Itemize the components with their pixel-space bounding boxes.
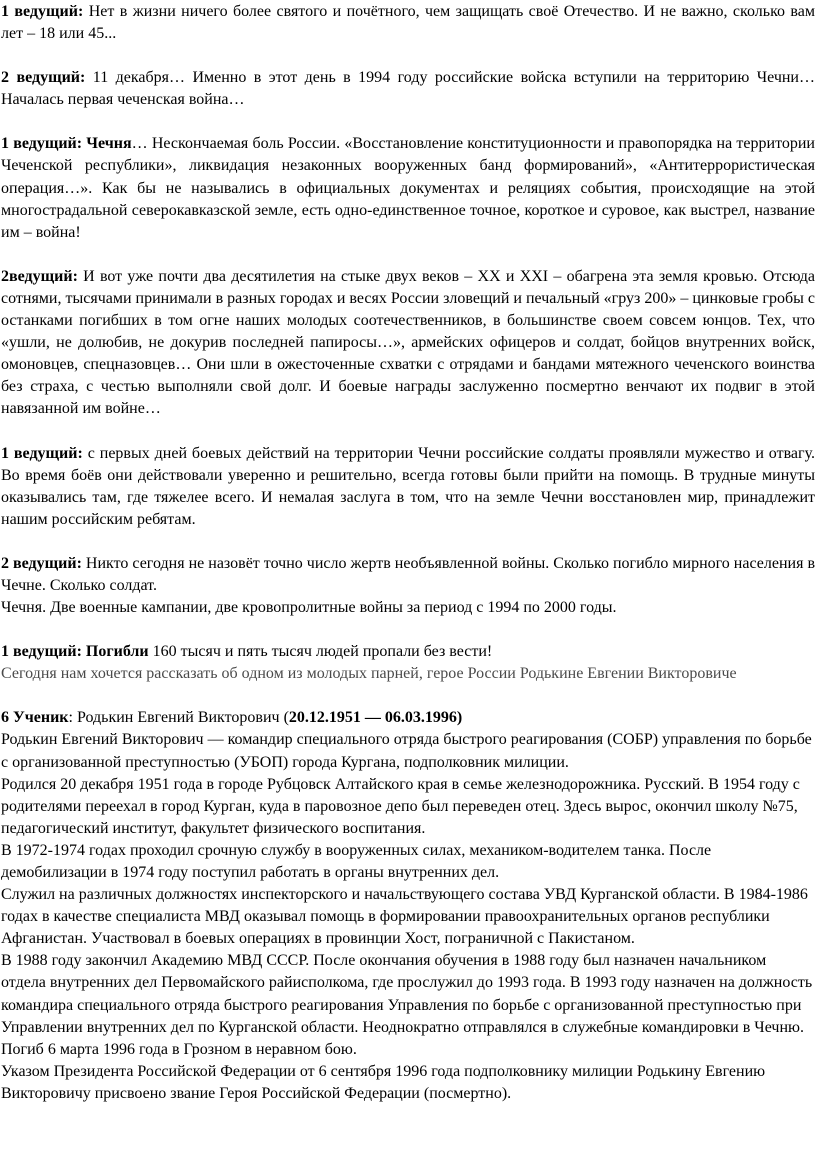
paragraph-text: 11 декабря… Именно в этот день в 1994 году российские войска вступили на территорию Чечни… Началась первая чеченская война… — [1, 69, 815, 109]
paragraph-text: И вот уже почти два десятилетия на стыке двух веков – XX и XXI – обагрена эта земля кровью. Отсюда сотнями, тысячами принимали в разных городах и весях России зловещий и печальный «груз 200» – цинковые гробы с останками погибших в том огне наших молодых соотечественников, в большинстве своем совсем юнцов. Тех, что «ушли, не долюбив, не докурив последней папиросы…», армейских офицеров и солдат, бойцов внутренних войск, омоновцев, спецназовцев… Они шли в ожесточенные схватки с отрядами и бандами мятежного чеченского воинства без страха, с честью выполняли свой долг. И боевые награды заслуженно посмертно венчают их подвиг в этой навязанной им войне… — [1, 267, 815, 418]
speaker-label: 2 ведущий: — [1, 554, 82, 572]
speaker-label: 2ведущий: — [1, 267, 78, 285]
speaker-label: 1 ведущий: Чечня — [1, 135, 132, 153]
intro-text: Сегодня нам хочется рассказать об одном из молодых парней, герое России Родькине Евгении Викторовиче — [1, 665, 737, 683]
bio-line: Родился 20 декабря 1951 года в городе Рубцовск Алтайского края в семье железнодорожника. Русский. В 1954 году с родителями переехал в город Курган, куда в паровозное депо был переведен отец. Здесь вырос, окончил школу №75, педагогический институт, факультет физического воспитания. — [1, 775, 800, 837]
paragraph-2 — [1, 67, 815, 111]
bio-line: Служил на различных должностях инспекторского и начальствующего состава УВД Курганской области. В 1984-1986 годах в качестве специалиста МВД оказывал помощь в формировании правоохранительных органов республики Афганистан. Участвовал в боевых операциях в провинции Хост, пограничной с Пакистаном. — [1, 886, 808, 948]
bio-line: В 1972-1974 годах проходил срочную службу в вооруженных силах, механиком-водителем танка. После демобилизации в 1974 году поступил работать в органы внутренних дел. — [1, 841, 712, 881]
paragraph-text: Нет в жизни ничего более святого и почётного, чем защищать своё Отечество. И не важно, сколько вам лет – 18 или 45... — [1, 3, 815, 43]
bio-line: В 1988 году закончил Академию МВД СССР. После окончания обучения в 1988 году был назначен начальником отдела внутренних дел Первомайского райисполкома, где прослужил до 1993 года. В 1993 году назначен на должность командира специального отряда быстрого реагирования Управления по борьбе с организованной преступностью при Управлении внутренних дел по Курганской области. Неоднократно отправлялся в служебные командировки в Чечню. Погиб 6 марта 1996 года в Грозном в неравном бою. — [1, 952, 813, 1058]
speaker-label: 1 ведущий: Погибли — [1, 643, 149, 661]
paragraph-7 — [1, 641, 815, 663]
paragraph-6-line-2: Чечня. Две военные кампании, две кровопролитные войны за период с 1994 по 2000 годы. — [1, 599, 617, 617]
speaker-label: 6 Ученик — [1, 709, 69, 727]
paragraph-5 — [1, 443, 815, 531]
speaker-label: 1 ведущий: — [1, 444, 83, 462]
heading-name: : Родькин Евгений Викторович ( — [68, 709, 289, 727]
paragraph-6 — [1, 553, 815, 597]
paragraph-text: … Нескончаемая боль России. «Восстановление конституционности и правопорядка на территории Чеченской республики», ликвидация незаконных вооруженных банд формирований», «Антитеррористическая операция…». Как бы не назывались в официальных документах и реляциях события, происходящие на этой многострадальной северокавказской земле, есть одно-единственное точное, короткое и суровое, как выстрел, название им – война! — [1, 135, 815, 241]
speaker-label: 2 ведущий: — [1, 69, 86, 87]
paragraph-text: Никто сегодня не назовёт точно число жертв необъявленной войны. Сколько погибло мирного населения в Чечне. Сколько солдат. — [1, 554, 816, 594]
paragraph-text: с первых дней боевых действий на территории Чечни российские солдаты проявляли мужество и отвагу. Во время боёв они действовали уверенно и решительно, всегда готовы были прийти на помощь. В трудные минуты оказывались там, где тяжелее всего. И немалая заслуга в том, что на земле Чечни восстановлен мир, принадлежит нашим российским ребятам. — [1, 444, 815, 528]
paragraph-3 — [1, 133, 815, 243]
bio-line: Указом Президента Российской Федерации от 6 сентября 1996 года подполковнику милиции Родькину Евгению Викторовичу присвоено звание Героя Российской Федерации (посмертно). — [1, 1062, 766, 1102]
student-heading — [1, 707, 815, 729]
paragraph-4 — [1, 266, 815, 421]
speaker-label: 1 ведущий: — [1, 3, 84, 20]
paragraph-1 — [1, 1, 815, 45]
life-dates: 20.12.1951 — 06.03.1996) — [288, 709, 463, 727]
paragraph-text: 160 тысяч и пять тысяч людей пропали без вести! — [148, 643, 493, 661]
bio-line: Родькин Евгений Викторович — командир специального отряда быстрого реагирования (СОБР) управления по борьбе с организованной преступностью (УБОП) города Кургана, подполковник милиции. — [1, 731, 812, 771]
